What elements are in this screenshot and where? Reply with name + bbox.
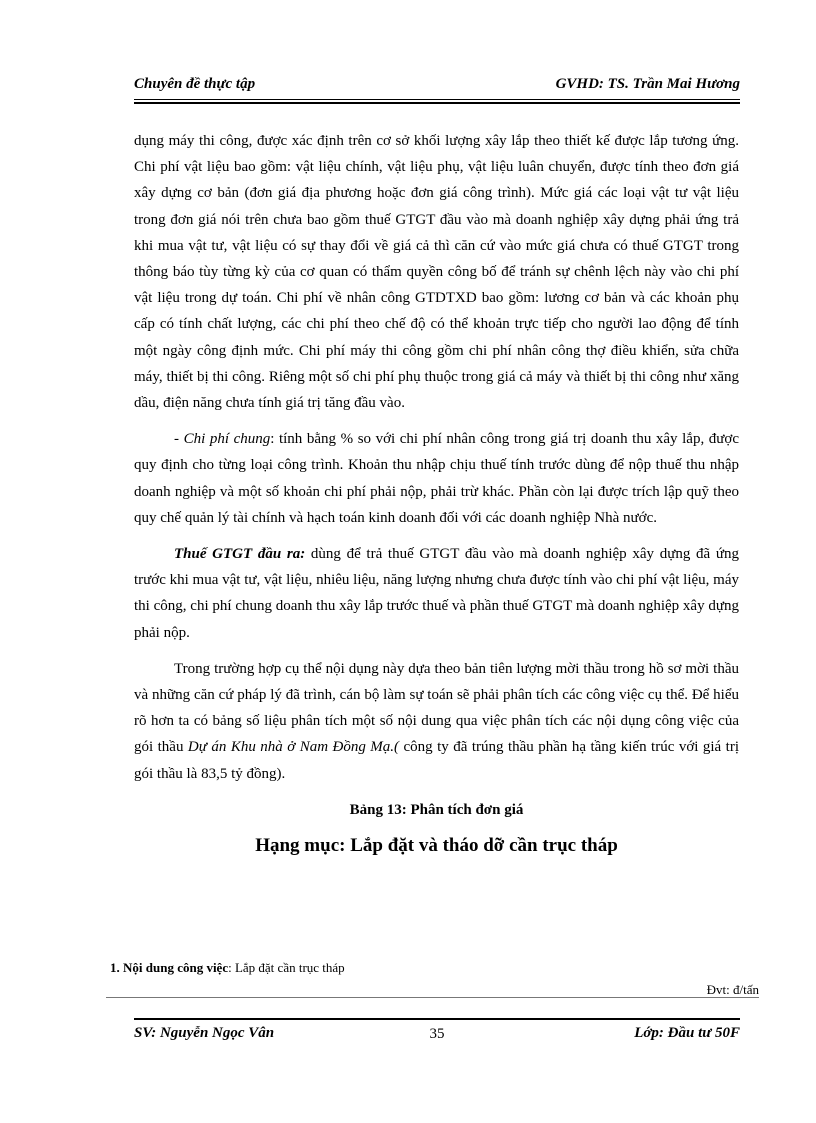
work-item-label: 1. Nội dung công việc bbox=[110, 960, 229, 975]
header-rule-thick bbox=[134, 102, 740, 104]
work-item bbox=[110, 960, 345, 976]
header-rule bbox=[134, 99, 740, 100]
p2-prefix: - bbox=[174, 431, 184, 448]
p3-term: Thuế GTGT đầu ra: bbox=[174, 546, 306, 563]
p2-rest: : tính bằng % so với chi phí nhân công trong giá trị doanh thu xây lắp, được quy định cho từng loại công trình. Khoản thu nhập chịu thuế tính trước dùng để nộp thuế thu nhập doanh nghiệp và một số khoản chi phí phải nộp, phải trừ khác. Phần còn lại được trích lập quỹ theo quy chế quản lý tài chính và hạch toán kinh doanh đối với các doanh nghiệp Nhà nước. bbox=[134, 431, 740, 526]
page-number: 35 bbox=[429, 1026, 445, 1042]
body-content bbox=[134, 128, 739, 869]
p4-project: Dự án Khu nhà ở Nam Đồng Mạ.( bbox=[187, 739, 400, 756]
paragraph-2 bbox=[134, 426, 739, 531]
paragraph-4 bbox=[134, 656, 739, 787]
p4-a: Trong trường hợp cụ thể nội dụng này dựa theo bản tiên lượng mời thầu trong hồ sơ mời thầu và những căn cứ pháp lý đã trình, cán bộ làm sự toán sẽ phải phân tích các công việc cụ thể. Để hiểu rõ hơn ta có bảng số liệu phân tích một số nội dung qua việc phân tích các nội dụng công việc của gói thầu bbox=[134, 660, 739, 756]
table-caption: Bảng 13: Phân tích đơn giá bbox=[349, 801, 524, 818]
footer-rule bbox=[134, 1018, 740, 1020]
p4-b: công ty đã trúng thầu phần hạ tầng kiến trúc với giá trị gói thầu là 83,5 tỷ đồng). bbox=[134, 739, 739, 782]
p2-term: Chi phí chung bbox=[183, 431, 271, 448]
header-right: GVHD: TS. Trần Mai Hương bbox=[555, 76, 740, 92]
table-top-rule bbox=[106, 997, 759, 998]
page-header bbox=[134, 76, 740, 98]
paragraph-3 bbox=[134, 541, 739, 646]
footer-left: SV: Nguyễn Ngọc Vân bbox=[134, 1025, 275, 1041]
p3-rest: dùng để trả thuế GTGT đầu vào mà doanh nghiệp xây dựng đã ứng trước khi mua vật tư, vật liệu, nhiêu liệu, năng lượng nhưng chưa được tính vào chi phí vật liệu, máy thi công, chi phí chung doanh thu xây lắp trước thuế và phần thuế GTGT mà doanh nghiệp xây dựng phải nộp. bbox=[134, 546, 739, 641]
unit-label: Đvt: đ/tấn bbox=[706, 982, 759, 997]
table-title: Hạng mục: Lắp đặt và tháo dỡ cần trục tháp bbox=[255, 835, 618, 857]
paragraph-1: dụng máy thi công, được xác định trên cơ sở khối lượng xây lắp theo thiết kế được lắp tương ứng. Chi phí vật liệu bao gồm: vật liệu chính, vật liệu phụ, vật liệu luân chuyển, được tính theo đơn giá xây dựng cơ bản (đơn giá địa phương hoặc đơn giá công trình). Mức giá các loại vật tư vật liệu trong đơn giá nói trên chưa bao gồm thuế GTGT đầu vào mà doanh nghiệp xây dựng phải ứng trả khi mua vật tư, vật liệu có sự thay đổi về giá cả thì căn cứ vào mức giá chưa có thuế GTGT trong thông báo tùy từng kỳ của cơ quan có thẩm quyền công bố để tránh sự chênh lệch này vào chi phí vật liệu trong dự toán. Chi phí về nhân công GTDTXD bao gồm: lương cơ bản và các khoản phụ cấp có tính chất lượng, các chi phí theo chế độ có thể khoản trực tiếp cho người lao động để tính một ngày công định mức. Chi phí máy thi công gồm chi phí nhân công thợ điều khiển, sửa chữa máy, thiết bị thi công. Riêng một số chi phí phụ thuộc trong giá cả máy và thiết bị thi công như xăng dầu, điện năng chưa tính giá trị tăng đầu vào. bbox=[134, 133, 739, 412]
work-item-value: : Lắp đặt cần trục tháp bbox=[228, 960, 345, 975]
footer-right: Lớp: Đầu tư 50F bbox=[634, 1025, 740, 1041]
header-left: Chuyên đề thực tập bbox=[134, 76, 256, 92]
page-footer bbox=[134, 1025, 740, 1047]
